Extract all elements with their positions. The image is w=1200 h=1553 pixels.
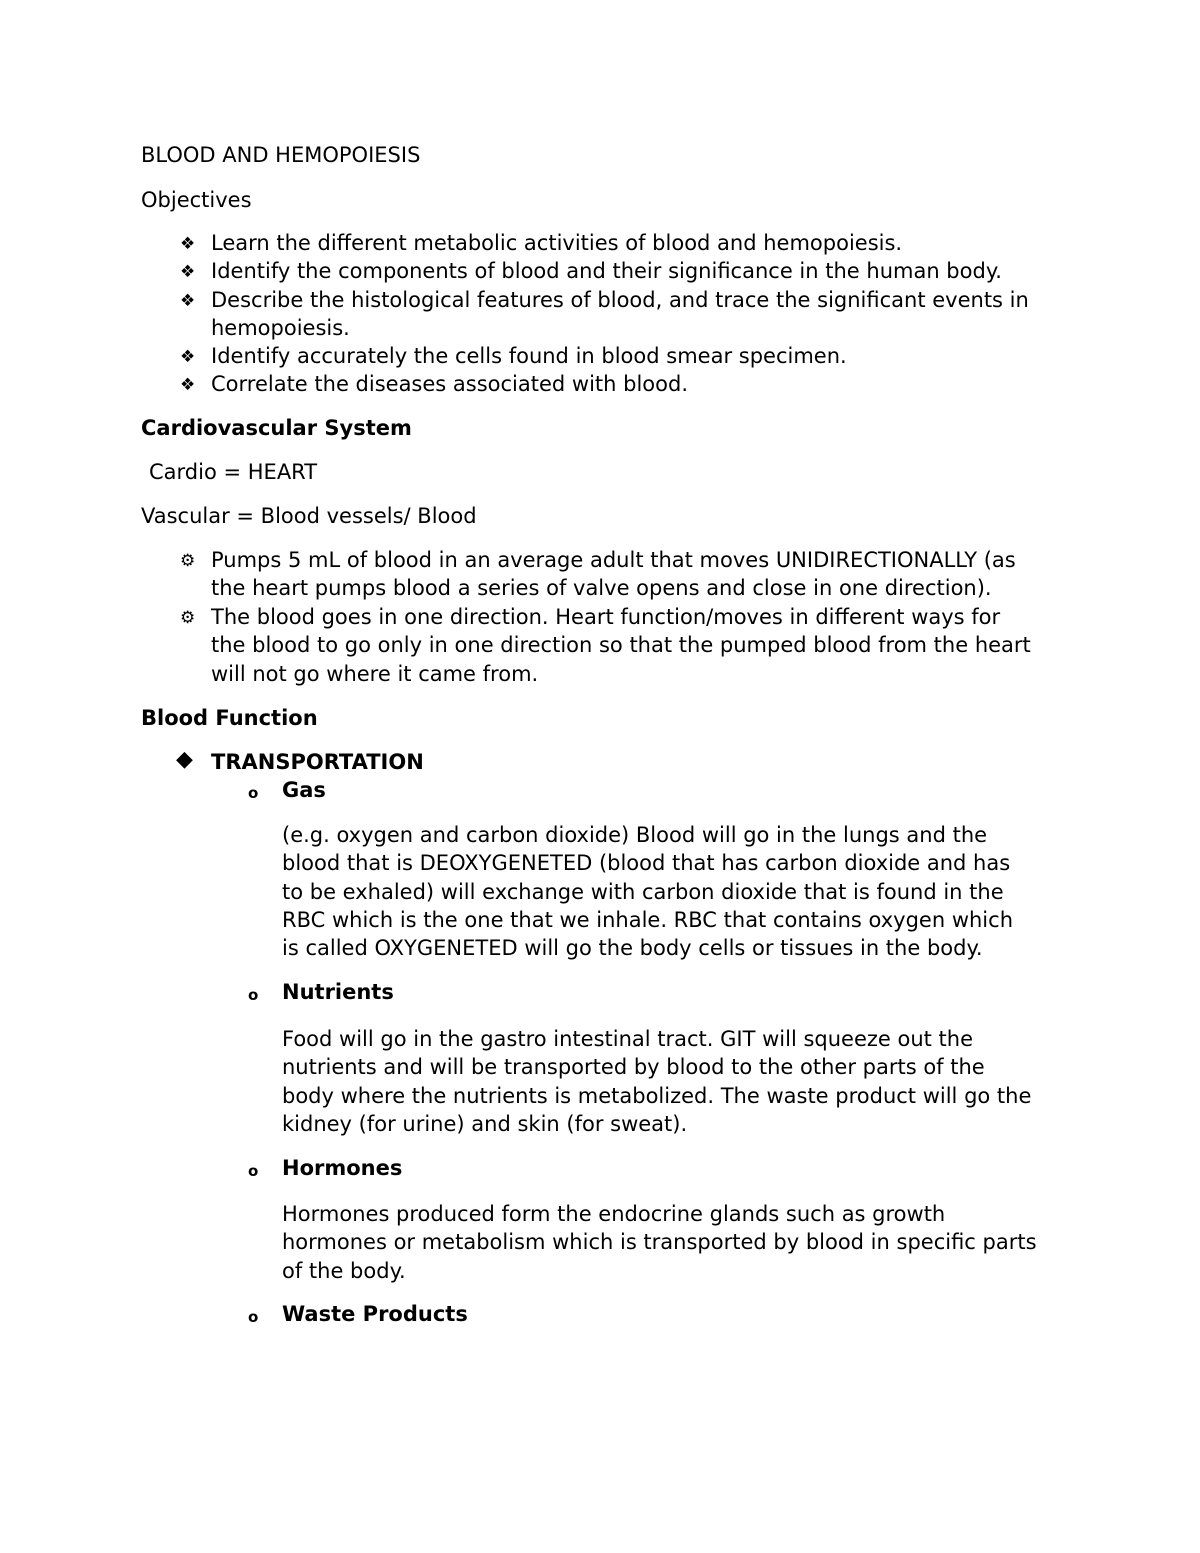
transport-item-description: (e.g. oxygen and carbon dioxide) Blood will go in the lungs and the blood that is DEOXYGENETED (blood that has carbon dioxide and has to be exhaled) will exchange with carbon dioxide that is found in the RBC which is the one that we inhale. RBC that contains oxygen which is called OXYGENETED will go the body cells or tissues in the body. (282, 823, 1014, 961)
diamond-bullet-icon: ❖ (180, 262, 196, 282)
transport-item-label: Waste Products (282, 1302, 468, 1326)
circle-bullet-icon: o (248, 1308, 259, 1326)
circle-bullet-icon: o (248, 986, 259, 1004)
diamond-bullet-icon: ❖ (180, 291, 196, 311)
gear-bullet-icon: ⚙ (180, 551, 196, 571)
cardio-definition: Cardio = HEART (149, 460, 318, 484)
diamond-filled-icon: ◆ (176, 747, 193, 772)
cardio-heading: Cardiovascular System (141, 416, 412, 440)
blood-function-heading: Blood Function (141, 706, 318, 730)
gear-bullet-icon: ⚙ (180, 608, 196, 628)
objective-item: Learn the different metabolic activities of blood and hemopoiesis. (211, 231, 903, 255)
cardio-point: Pumps 5 mL of blood in an average adult that moves UNIDIRECTIONALLY (as the heart pumps blood a series of valve opens and close in one direction). (211, 548, 1016, 601)
transport-item-label: Nutrients (282, 980, 394, 1004)
diamond-bullet-icon: ❖ (180, 234, 196, 254)
transportation-label: TRANSPORTATION (211, 750, 424, 774)
transport-item-label: Gas (282, 778, 326, 802)
diamond-bullet-icon: ❖ (180, 375, 196, 395)
objective-item: Describe the histological features of blood, and trace the significant events in hemopoiesis. (211, 288, 1029, 341)
transport-item-description: Food will go in the gastro intestinal tract. GIT will squeeze out the nutrients and will be transported by blood to the other parts of the body where the nutrients is metabolized. The waste product will go the kidney (for urine) and skin (for sweat). (282, 1027, 1032, 1136)
objectives-heading: Objectives (141, 188, 252, 212)
objective-item: Correlate the diseases associated with blood. (211, 372, 689, 396)
diamond-bullet-icon: ❖ (180, 347, 196, 367)
transport-item-description: Hormones produced form the endocrine glands such as growth hormones or metabolism which is transported by blood in specific parts of the body. (282, 1202, 1037, 1283)
vascular-definition: Vascular = Blood vessels/ Blood (141, 504, 477, 528)
cardio-point: The blood goes in one direction. Heart function/moves in different ways for the blood to go only in one direction so that the pumped blood from the heart will not go where it came from. (211, 605, 1031, 686)
objective-item: Identify the components of blood and their significance in the human body. (211, 259, 1002, 283)
document-title: BLOOD AND HEMOPOIESIS (141, 143, 421, 167)
circle-bullet-icon: o (248, 784, 259, 802)
circle-bullet-icon: o (248, 1162, 259, 1180)
objective-item: Identify accurately the cells found in blood smear specimen. (211, 344, 847, 368)
transport-item-label: Hormones (282, 1156, 403, 1180)
